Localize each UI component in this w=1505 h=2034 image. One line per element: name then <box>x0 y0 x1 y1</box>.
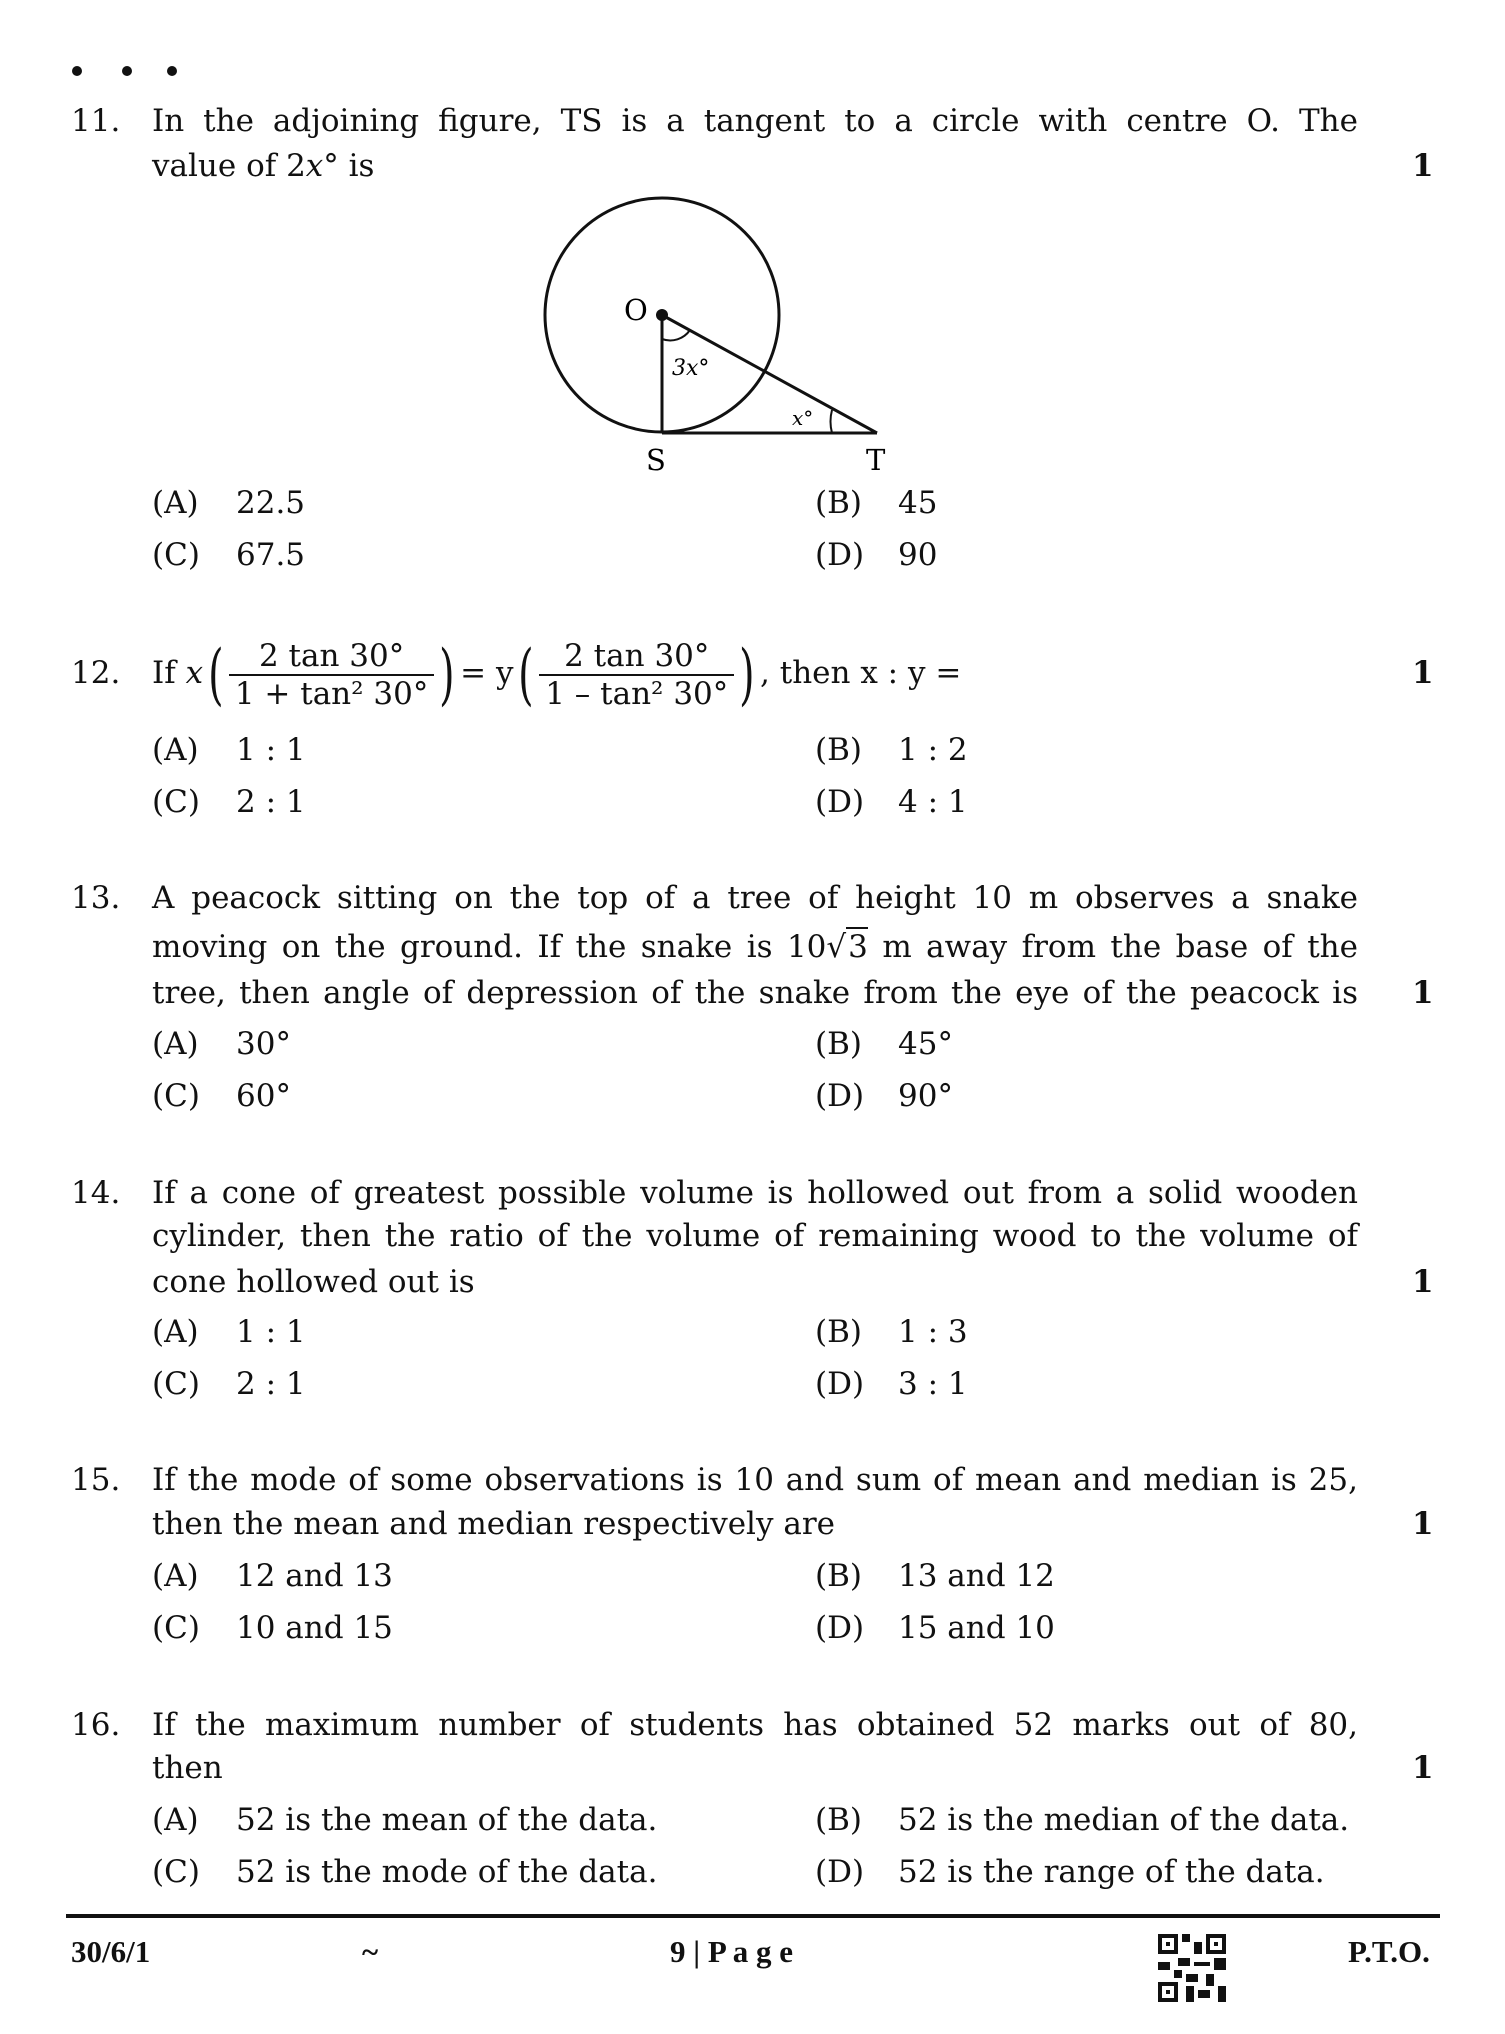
tangent-circle-figure <box>520 190 920 480</box>
question-text: value of 2x° is <box>152 148 375 184</box>
option-text: 1 : 3 <box>898 1314 968 1350</box>
marks: 1 <box>1412 655 1434 691</box>
option-label: (B) <box>815 1026 862 1062</box>
footer-rule <box>66 1914 1440 1918</box>
sqrt-value: 3 <box>848 929 868 965</box>
option-text: 1 : 2 <box>898 732 968 768</box>
option-text: 52 is the median of the data. <box>898 1802 1350 1838</box>
option-label: (D) <box>815 1610 865 1646</box>
option-text: 90 <box>898 537 938 573</box>
text: , then x : y = <box>760 655 962 691</box>
option-text: 2 : 1 <box>236 1366 306 1402</box>
text: = y <box>460 655 514 691</box>
option-text: 2 : 1 <box>236 784 306 820</box>
option-label: (C) <box>152 1854 200 1890</box>
question-text: If the mode of some observations is 10 and sum of mean and median is 25, <box>152 1462 1358 1498</box>
option-text: 3 : 1 <box>898 1366 968 1402</box>
marks: 1 <box>1412 148 1434 184</box>
option-label: (C) <box>152 1078 200 1114</box>
var-x: x <box>185 655 204 691</box>
paper-code: 30/6/1 <box>71 1934 151 1969</box>
question-number: 12. <box>71 655 121 691</box>
option-label: (A) <box>152 1026 199 1062</box>
option-text: 1 : 1 <box>236 1314 306 1350</box>
question-text: moving on the ground. If the snake is 10√3 m away from the base of the <box>152 929 1358 965</box>
question-number: 16. <box>71 1707 121 1743</box>
option-label: (D) <box>815 537 865 573</box>
question-text: In the adjoining figure, TS is a tangent to a circle with centre O. The <box>152 103 1358 139</box>
question-text: cone hollowed out is <box>152 1264 475 1300</box>
label-angle-T: x° <box>792 406 814 430</box>
marks: 1 <box>1412 975 1434 1011</box>
numerator: 2 tan 30° <box>539 638 734 676</box>
option-label: (A) <box>152 1314 199 1350</box>
label-T: T <box>866 443 886 477</box>
option-label: (B) <box>815 1558 862 1594</box>
option-text: 67.5 <box>236 537 306 573</box>
marks: 1 <box>1412 1750 1434 1786</box>
option-text: 45° <box>898 1026 953 1062</box>
option-label: (C) <box>152 784 200 820</box>
text: moving on the ground. If the snake is 10 <box>152 929 827 965</box>
option-label: (A) <box>152 1802 199 1838</box>
question-text: then <box>152 1750 223 1786</box>
option-label: (D) <box>815 1078 865 1114</box>
option-label: (A) <box>152 1558 199 1594</box>
question-text: If a cone of greatest possible volume is hollowed out from a solid wooden <box>152 1175 1358 1211</box>
option-text: 90° <box>898 1078 953 1114</box>
qr-code-icon <box>1158 1933 1226 2003</box>
marks: 1 <box>1412 1264 1434 1300</box>
fraction <box>229 638 435 712</box>
option-label: (B) <box>815 732 862 768</box>
option-text: 4 : 1 <box>898 784 968 820</box>
option-text: 45 <box>898 485 938 521</box>
option-text: 52 is the mean of the data. <box>236 1802 658 1838</box>
label-O: O <box>624 293 648 327</box>
question-number: 14. <box>71 1175 121 1211</box>
option-text: 10 and 15 <box>236 1610 393 1646</box>
tilde: ~ <box>362 1934 379 1969</box>
option-text: 13 and 12 <box>898 1558 1055 1594</box>
option-text: 30° <box>236 1026 291 1062</box>
page-number: 9 | P a g e <box>670 1934 794 1969</box>
denominator: 1 + tan² 30° <box>234 675 429 712</box>
label-S: S <box>646 443 666 477</box>
option-label: (C) <box>152 1610 200 1646</box>
bullet-dot <box>167 66 177 76</box>
question-number: 11. <box>71 103 121 139</box>
marks: 1 <box>1412 1506 1434 1542</box>
question-number: 13. <box>71 880 121 916</box>
question-text: then the mean and median respectively are <box>152 1506 835 1542</box>
option-text: 12 and 13 <box>236 1558 393 1594</box>
question-text: A peacock sitting on the top of a tree of height 10 m observes a snake <box>152 880 1358 916</box>
fraction <box>539 638 734 712</box>
bullet-dot <box>72 66 82 76</box>
option-label: (A) <box>152 485 199 521</box>
option-label: (D) <box>815 1854 865 1890</box>
label-angle-O: 3x° <box>672 356 710 381</box>
option-text: 1 : 1 <box>236 732 306 768</box>
denominator: 1 – tan² 30° <box>545 675 729 712</box>
option-text: 52 is the range of the data. <box>898 1854 1325 1890</box>
question-text: If the maximum number of students has obtained 52 marks out of 80, <box>152 1707 1358 1743</box>
option-text: 60° <box>236 1078 291 1114</box>
question-number: 15. <box>71 1462 121 1498</box>
text: m away from the base of the <box>867 929 1358 965</box>
option-label: (A) <box>152 732 199 768</box>
option-label: (B) <box>815 1314 862 1350</box>
option-label: (B) <box>815 1802 862 1838</box>
option-label: (D) <box>815 784 865 820</box>
option-label: (D) <box>815 1366 865 1402</box>
bullet-dot <box>122 66 132 76</box>
numerator: 2 tan 30° <box>229 638 435 676</box>
option-text: 15 and 10 <box>898 1610 1055 1646</box>
option-label: (B) <box>815 485 862 521</box>
pto-label: P.T.O. <box>1348 1934 1430 1969</box>
text: If <box>152 655 176 691</box>
question-text: cylinder, then the ratio of the volume of remaining wood to the volume of <box>152 1218 1358 1254</box>
question-text: tree, then angle of depression of the snake from the eye of the peacock is <box>152 975 1358 1011</box>
question-text: If x( $\frac{2 \tan 30^\circ}{\text{1 + tan² 30°}}$ ) = y( $\frac{2 \tan 30^\circ}{\text{1 – tan² 30°}}$ ) , then x : y = <box>152 635 962 713</box>
option-text: 22.5 <box>236 485 306 521</box>
option-text: 52 is the mode of the data. <box>236 1854 658 1890</box>
option-label: (C) <box>152 537 200 573</box>
option-label: (C) <box>152 1366 200 1402</box>
